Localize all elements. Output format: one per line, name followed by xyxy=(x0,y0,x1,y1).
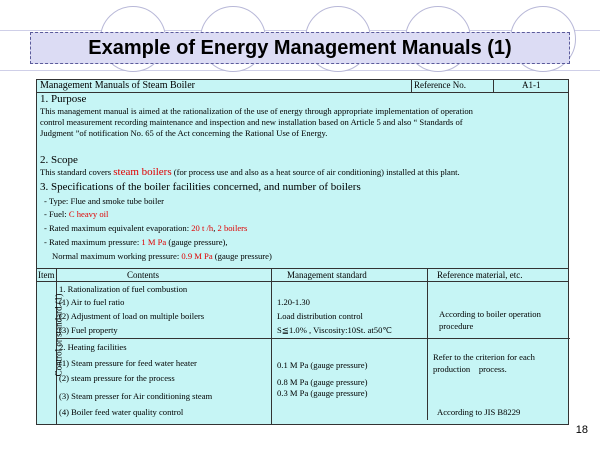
spec-working-pressure xyxy=(52,251,272,262)
spec-pwork-label: Normal maximum working pressure: xyxy=(52,251,182,261)
divider xyxy=(271,268,272,425)
spec-pmax-value: 1 M Pa xyxy=(141,237,167,247)
section1-row: (2) Adjustment of load on multiple boilers xyxy=(59,311,205,321)
spec-pwork-post: (gauge pressure) xyxy=(212,251,272,261)
spec-pmax-label: - Rated maximum pressure: xyxy=(44,237,142,247)
spec-fuel-label: - Fuel: xyxy=(44,209,69,219)
reference-value: A1-1 xyxy=(522,80,541,90)
specs-heading: 3. Specifications of the boiler facilities concerned, and number of boilers xyxy=(40,181,361,193)
section2-reference: According to JIS B8229 xyxy=(437,407,521,417)
section2-row: (2) steam pressure for the process xyxy=(59,373,175,383)
manual-name: Management Manuals of Steam Boiler xyxy=(40,80,195,91)
spec-fuel-value: C heavy oil xyxy=(68,209,109,219)
section2-row: (4) Boiler feed water quality control xyxy=(59,407,184,417)
table-header-border xyxy=(37,281,568,282)
section1-row: (3) Fuel property xyxy=(59,325,118,335)
scope-post: (for process use and also as a heat source of air conditioning) installed at this plant. xyxy=(171,167,460,177)
section-divider xyxy=(56,338,570,339)
spec-evap-label: - Rated maximum equivalent evaporation: xyxy=(44,223,192,233)
spec-type: - Type: Flue and smoke tube boiler xyxy=(44,196,165,206)
section2-heading: 2. Heating facilities xyxy=(59,342,127,352)
divider xyxy=(411,80,412,93)
purpose-line: This management manual is aimed at the rationalization of the use of energy through appropriate implementation of operation xyxy=(40,106,473,116)
section2-row: (1) Steam pressure for feed water heater xyxy=(59,358,197,368)
scope-highlight: steam boilers xyxy=(113,166,172,178)
spec-evaporation xyxy=(44,223,247,234)
spec-evap-boilers: 2 boilers xyxy=(217,223,248,233)
spec-pmax-post: (gauge pressure), xyxy=(166,237,228,247)
purpose-heading: 1. Purpose xyxy=(40,93,87,105)
divider xyxy=(493,80,494,93)
section1-row: (1) Air to fuel ratio xyxy=(59,297,125,307)
section1-standard: 1.20-1.30 xyxy=(277,297,310,307)
scope-text xyxy=(40,167,460,178)
col-reference: Reference material, etc. xyxy=(437,270,523,280)
section2-reference xyxy=(433,364,507,375)
spec-pwork-value: 0.9 M Pa xyxy=(181,251,213,261)
manual-panel xyxy=(36,79,569,425)
slide-title: Example of Energy Management Manuals (1) xyxy=(88,36,512,59)
section2-reference: Refer to the criterion for each xyxy=(433,352,535,362)
page-number: 18 xyxy=(575,424,588,436)
section2-standard: 0.8 M Pa (gauge pressure) xyxy=(277,377,368,387)
section1-reference: According to boiler operation xyxy=(439,309,541,319)
divider xyxy=(427,268,428,420)
section2-row: (3) Steam presser for Air conditioning steam xyxy=(59,391,213,401)
col-standard: Management standard xyxy=(287,270,367,280)
scope-heading: 2. Scope xyxy=(40,154,78,166)
section2-ref-process: process. xyxy=(478,364,507,374)
col-contents: Contents xyxy=(127,270,160,280)
spec-max-pressure xyxy=(44,237,228,248)
section2-standard: 0.3 M Pa (gauge pressure) xyxy=(277,388,368,398)
decor-line-bottom xyxy=(0,70,600,71)
vertical-item-label: Control or standard (1) xyxy=(53,293,64,377)
table-top-border xyxy=(37,268,568,269)
purpose-line: Judgment ”of notification No. 65 of the Act concerning the Rational Use of Energy. xyxy=(40,128,328,138)
scope-pre: This standard covers xyxy=(40,167,114,177)
manual-header xyxy=(37,80,568,93)
section1-reference: procedure xyxy=(439,321,474,331)
section1-standard: S≦1.0% , Viscosity:10St. at50℃ xyxy=(277,325,393,335)
spec-fuel xyxy=(44,209,108,220)
section2-standard: 0.1 M Pa (gauge pressure) xyxy=(277,360,368,370)
reference-label: Reference No. xyxy=(414,80,466,90)
section1-heading: 1. Rationalization of fuel combustion xyxy=(59,284,188,294)
purpose-line: control measurement recording maintenance and inspection and new installation based on Article 5 and also “ Standards of xyxy=(40,117,463,127)
spec-evap-sep: , xyxy=(213,223,218,233)
spec-evap-value: 20 t /h xyxy=(191,223,214,233)
slide-title-box xyxy=(30,32,570,64)
section1-standard: Load distribution control xyxy=(277,311,363,321)
section2-ref-production: production xyxy=(433,364,471,374)
col-item: Item xyxy=(38,270,55,280)
